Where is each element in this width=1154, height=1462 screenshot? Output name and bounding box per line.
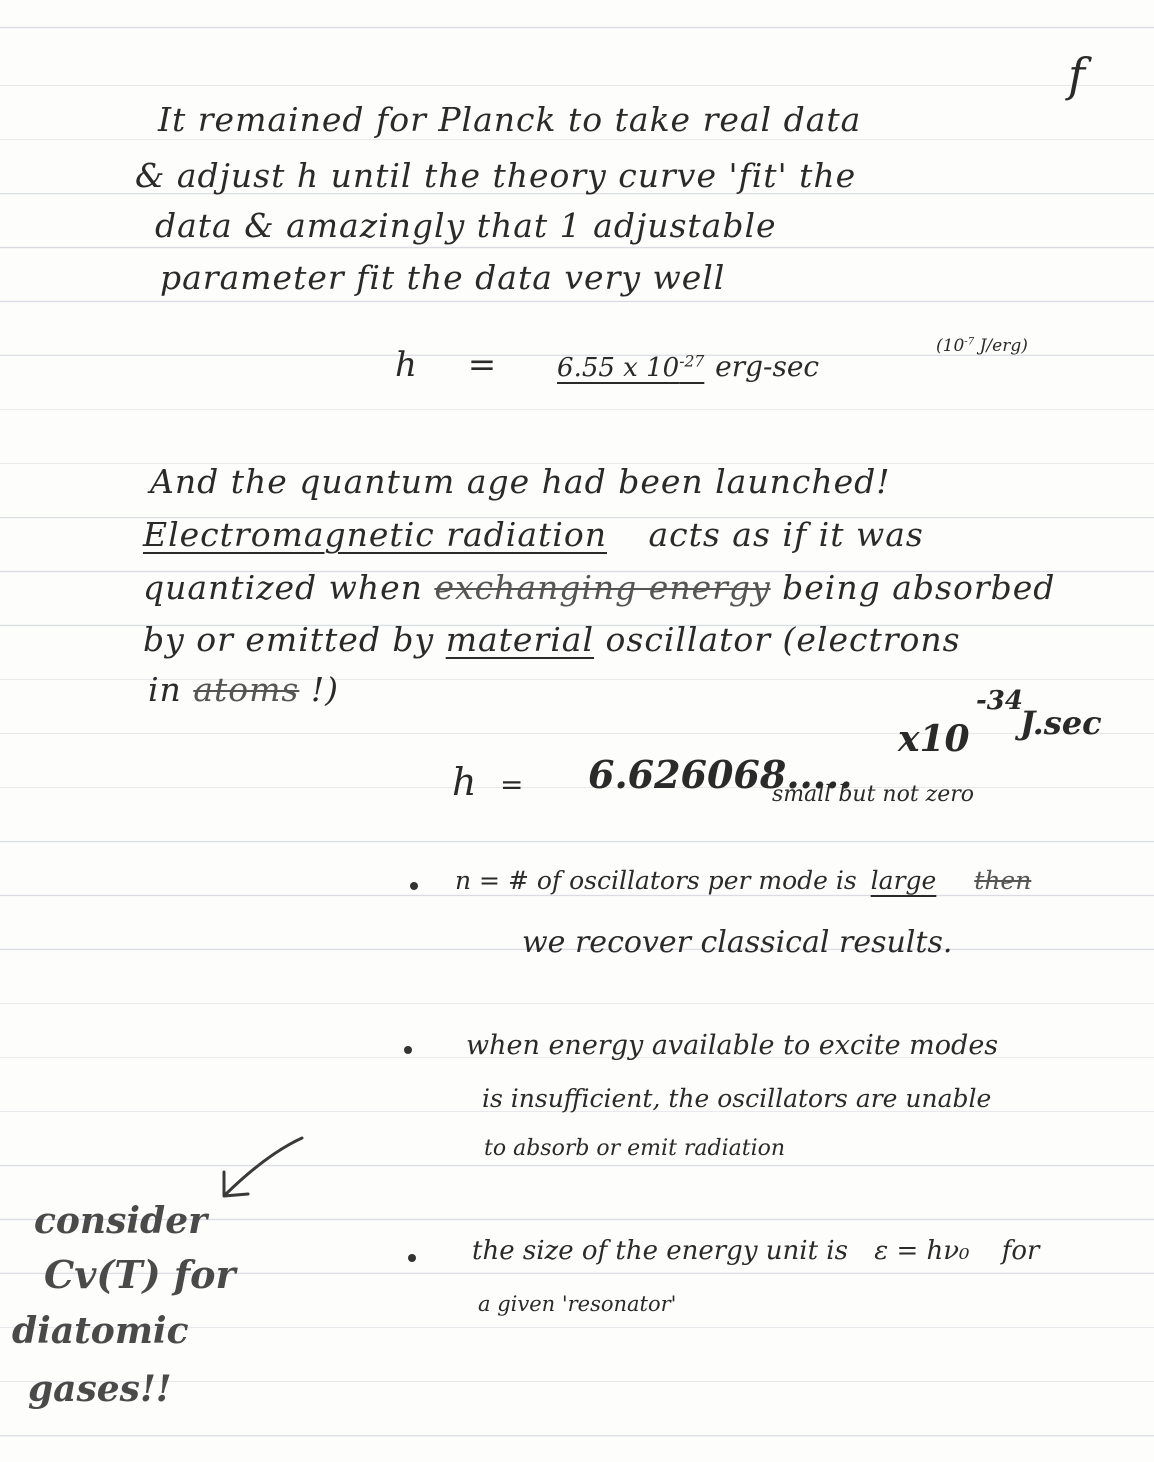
second-h-equals: = — [500, 768, 524, 801]
margin-note-line-3: diatomic — [12, 1310, 189, 1352]
bullet-3-line-1: the size of the energy unit is ε = hν₀ for — [472, 1236, 1040, 1266]
second-h-exponent: -34 — [976, 686, 1023, 716]
page-letter: f — [1068, 48, 1086, 102]
bullet-dot-1 — [410, 882, 418, 890]
bullet-1-line-1: n = # of oscillators per mode is large then — [455, 866, 1032, 895]
bullet-2-line-1: when energy available to excite modes — [466, 1030, 999, 1061]
bullet-2-line-3: to absorb or emit radiation — [484, 1136, 786, 1161]
bullet-dot-3 — [408, 1254, 416, 1262]
quantum-line-2: Electromagnetic radiation acts as if it was — [143, 515, 924, 554]
intro-line-1: It remained for Planck to take real data — [158, 100, 862, 139]
quantum-line-1: And the quantum age had been launched! — [150, 462, 891, 501]
first-h-equation — [395, 345, 819, 385]
second-h-value: 6.626068..... — [588, 752, 853, 797]
second-h-lhs: h — [452, 760, 477, 804]
margin-note-line-4: gases!! — [28, 1368, 172, 1410]
intro-line-2: & adjust h until the theory curve 'fit' the — [135, 156, 857, 195]
bullet-1-line-2: we recover classical results. — [522, 925, 953, 960]
bullet-2-line-2: is insufficient, the oscillators are unable — [482, 1084, 992, 1113]
first-h-value: 6.55 x $10^{-27}$ — [557, 352, 705, 383]
quantum-line-4: by or emitted by material oscillator (electrons — [143, 620, 961, 659]
quantum-line-5: in atoms !) — [148, 670, 339, 709]
second-h-note: small but not zero — [772, 782, 975, 807]
first-h-equals: = — [467, 345, 497, 385]
bullet-3-line-2: a given 'resonator' — [478, 1292, 677, 1316]
bullet-dot-2 — [404, 1046, 412, 1054]
first-h-lhs: h — [395, 345, 417, 385]
quantum-line-3: quantized when exchanging energy being absorbed — [143, 568, 1056, 607]
first-h-conversion: ($10^{-7}$ J/erg) — [936, 336, 1028, 356]
margin-note-line-2: Cv(T) for — [44, 1252, 236, 1297]
second-h-unit: J.sec — [1020, 704, 1102, 742]
arrow-icon — [212, 1132, 312, 1204]
intro-line-3: data & amazingly that 1 adjustable — [155, 206, 777, 245]
intro-line-4: parameter fit the data very well — [160, 258, 726, 297]
margin-note-line-1: consider — [34, 1200, 208, 1242]
second-h-times: x10 — [898, 718, 970, 760]
first-h-unit: erg-sec — [715, 350, 820, 383]
